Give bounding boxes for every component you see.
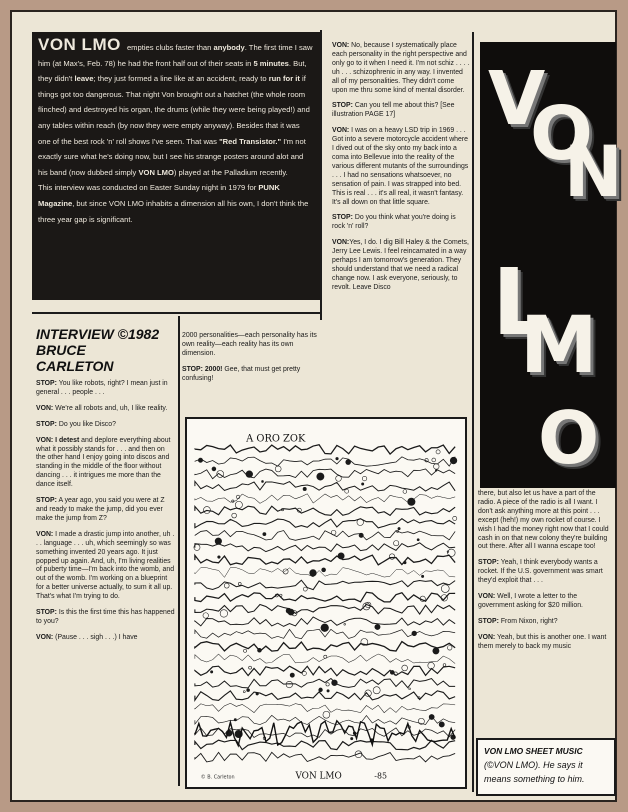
left-column: [36, 380, 176, 800]
scribble-dot: [389, 554, 395, 560]
speaker-label: STOP:: [478, 617, 499, 625]
scribble-line: [195, 506, 455, 515]
paragraph-text: Do you like Disco?: [56, 420, 116, 428]
scribble-dot: [344, 623, 346, 625]
logo-letter: V: [488, 56, 546, 142]
logo-letter: N: [564, 131, 623, 213]
intro-text: empties clubs faster than: [124, 43, 214, 52]
scribble-dot: [421, 575, 423, 577]
illustration-top-label: A ORO ZOK: [246, 433, 306, 445]
scribble-dot: [408, 498, 415, 505]
scribble-line: [195, 555, 455, 565]
speaker-label: STOP:: [332, 102, 353, 110]
scribble-line: [195, 531, 455, 541]
intro-bold: anybody: [213, 43, 245, 52]
right-column-bottom: [478, 490, 612, 734]
scribble-dot: [288, 609, 294, 615]
intro-bold: "Red Transistor.": [219, 136, 282, 146]
paragraph-text: We're all robots and, uh, I like reality.: [53, 404, 168, 412]
intro-box: [32, 32, 320, 300]
scribble-dot: [283, 569, 288, 574]
logo-letter: O: [530, 91, 593, 177]
scribble-dot: [373, 687, 380, 694]
scribble-dot: [303, 487, 306, 490]
paragraph-text: Is this the first time this has happened to you?: [36, 609, 175, 625]
scribble-dot: [324, 655, 327, 658]
illustration-drawing: [187, 419, 465, 787]
interview-paragraph: [36, 609, 176, 627]
interview-paragraph: [36, 531, 176, 602]
scribble-dot: [238, 582, 241, 585]
scribble-dot: [322, 568, 326, 572]
sheet-music-body: (©VON LMO). He says it means something to him.: [484, 760, 585, 784]
paragraph-text: Can you tell me about this? [See illustration PAGE 17]: [332, 102, 455, 119]
scribble-line: [195, 469, 455, 479]
scribble-dot: [453, 516, 457, 520]
interview-paragraph: [332, 239, 470, 292]
scribble-dot: [218, 556, 221, 559]
paragraph-text: (Pause . . . sigh . . .) I have: [53, 633, 138, 641]
middle-column: [182, 332, 318, 416]
scribble-dot: [336, 476, 342, 482]
scribble-line: [195, 642, 455, 652]
scribble-dot: [203, 613, 209, 619]
speaker-label: STOP:: [478, 559, 499, 567]
scribble-dot: [317, 473, 324, 480]
sheet-music-box: [476, 738, 616, 796]
logo-letter: L: [492, 249, 551, 356]
scribble-dot: [256, 693, 259, 696]
intro-text: ; they just formed a line like at an accident, ready to: [93, 74, 269, 84]
speaker-label: VON:: [332, 42, 350, 49]
scribble-dot: [439, 722, 444, 727]
scribble-dot: [428, 662, 435, 669]
divider: [472, 32, 474, 792]
intro-text: . But, they didn't: [38, 58, 307, 84]
intro-bold: 5 minutes: [253, 58, 289, 68]
intro-bold: run for it: [268, 74, 300, 84]
scribble-dot: [447, 645, 452, 650]
scribble-dot: [346, 460, 351, 465]
interview-paragraph: [36, 497, 176, 524]
speaker-label: VON:: [478, 593, 496, 601]
scribble-dot: [198, 458, 202, 462]
scribble-dot: [345, 489, 349, 493]
paragraph-text: You like robots, right? I mean just in general . . . people . . .: [36, 380, 168, 396]
scribble-dot: [212, 467, 216, 471]
scribble-dot: [262, 480, 264, 482]
scribble-dot: [327, 690, 329, 692]
scribble-dot: [375, 624, 380, 629]
scribble-dot: [247, 689, 250, 692]
scribble-dot: [220, 610, 227, 617]
scribble-dot: [210, 671, 212, 673]
paragraph-text: I was on a heavy LSD trip in 1969 . . . Got into a severe motorcycle accident where I dived out of the sky onto my back into a coma into Bellevue into the reality of the various different mutants of the surroundings . . . I had no sensations whatsoever, no sensation of pain. I was strapped into bed. This is real . . . it's all real, it wasn't fantasy. It's all down on that little square.: [332, 127, 469, 206]
scribble-zigzag: [195, 721, 455, 746]
speaker-label: VON:: [36, 530, 54, 538]
interview-paragraph: [36, 421, 176, 430]
speaker-label: VON:: [478, 633, 496, 641]
interview-paragraph: [182, 366, 318, 384]
intro-text: ) played at the Palladium recently.: [173, 167, 288, 177]
speaker-label: STOP:: [332, 214, 353, 222]
scribble-dot: [409, 688, 411, 690]
scribble-line: [195, 691, 455, 701]
scribble-dot: [351, 737, 353, 739]
scribble-dot: [450, 457, 457, 464]
scribble-line: [195, 580, 455, 589]
scribble-dot: [390, 670, 394, 674]
scribble-dot: [394, 540, 399, 545]
interview-paragraph: [332, 102, 470, 120]
scribble-dot: [361, 483, 363, 485]
speaker-label: VON: I detest: [36, 436, 80, 444]
scribble-line: [195, 604, 455, 614]
interview-paragraph: [478, 634, 612, 652]
interview-paragraph: [36, 437, 176, 490]
scribble-dot: [303, 587, 307, 591]
interview-paragraph: [36, 634, 176, 643]
interview-paragraph: [36, 405, 176, 414]
scribble-dot: [435, 470, 437, 472]
scribble-line: [195, 519, 455, 528]
scribble-dot: [403, 490, 407, 494]
scribble-dot: [443, 664, 446, 667]
scribble-line: [195, 457, 455, 466]
scribble-line: [195, 592, 455, 602]
scribble-dot: [275, 466, 281, 472]
scribble-dot: [249, 666, 252, 669]
interview-paragraph: [332, 214, 470, 232]
scribble-dot: [310, 570, 317, 577]
scribble-dot: [434, 464, 440, 470]
interview-paragraph: [478, 618, 612, 627]
paragraph-text: I made a drastic jump into another, uh . . . language . . . uh, which seemingly so was something invented 20 years ago. It just popped up again. And, uh, I'm living realities of puberty time—I'm back into the womb, and out of the womb. I'm working on a blueprint for a better universe actually, to sum it all up. That's what I'm trying to do.: [36, 530, 175, 601]
interview-paragraph: [36, 380, 176, 398]
von-lmo-logo: [480, 42, 623, 488]
paragraph-text: From Nixon, right?: [498, 617, 558, 625]
intro-text: , but since VON LMO inhabits a dimension all his own, I don't think the three year gap is significant.: [38, 198, 309, 224]
paragraph-text: Gee, that must get pretty confusing!: [182, 365, 301, 382]
scribble-dot: [302, 671, 306, 675]
paragraph-text: Yeah, I think everybody wants a rocket. If the U.S. government was smart they'd exploit that . . .: [478, 559, 603, 585]
interview-paragraph: [332, 42, 470, 95]
intro-text: I'm not exactly sure what he's doing now, but I see his strange posters around alot and his band (now dubbed simply: [38, 136, 306, 177]
paragraph-text: No, because I systematically place each personality in the right perspective and only go to it when I need it. I'm not schiz . . . . uh . . . schizophrenic in any way. I invented all of my personalities. They didn't come upon me thru some kind of mental disorder.: [332, 42, 470, 94]
scribble-dot: [417, 539, 419, 541]
sheet-music-title: VON LMO SHEET MUSIC: [484, 746, 583, 756]
scribble-dot: [433, 648, 439, 654]
illustration: [185, 417, 467, 789]
paragraph-text: and deplore everything about what it possibly stands for . . . and then on the other hand I enjoy going into discos and standing in the middle of the floor without dancing . . . it intrigues me more than the dance itself.: [36, 436, 171, 489]
scribble-dot: [338, 553, 344, 559]
scribble-dot: [326, 683, 329, 686]
scribble-dot: [429, 714, 434, 719]
scribble-dot: [436, 450, 440, 454]
speaker-label: STOP:: [36, 497, 57, 505]
speaker-label: VON:: [36, 404, 54, 412]
divider: [178, 316, 180, 786]
paragraph-text: Do you think what you're doing is rock 'n' roll?: [332, 214, 456, 231]
scribble-dot: [402, 665, 408, 671]
scribble-dot: [232, 513, 237, 518]
scribble-dot: [319, 688, 323, 692]
scribble-line: [195, 752, 455, 762]
intro-text: . The first time I saw him (at Max's, Feb. 78) he had the front half out of their seats in: [38, 43, 313, 68]
scribble-dot: [441, 595, 448, 602]
scribble-dot: [448, 549, 455, 556]
intro-bold: VON LMO: [138, 167, 174, 177]
interview-paragraph: [478, 593, 612, 611]
interview-paragraph: [182, 332, 318, 359]
scribble-dot: [280, 594, 282, 596]
scribble-dot: [243, 649, 246, 652]
scribble-dot: [321, 624, 329, 632]
interview-paragraph: [478, 490, 612, 552]
interview-paragraph: [478, 559, 612, 586]
intro-bold: leave: [74, 74, 94, 84]
logo-letter: O: [538, 396, 600, 480]
speaker-label: STOP:: [36, 609, 57, 617]
intro-text: This interview was conducted on Easter Sunday night in 1979 for: [38, 183, 259, 193]
scribble-dot: [336, 457, 339, 460]
intro-title: VON LMO: [38, 35, 121, 54]
scribble-dot: [404, 561, 407, 564]
paragraph-text: Yeah, but this is another one. I want them merely to back my music: [478, 633, 607, 650]
speaker-label: STOP:: [36, 380, 57, 387]
scribble-dot: [412, 631, 417, 636]
scribble-dot: [332, 680, 338, 686]
interview-paragraph: [332, 127, 470, 207]
scribble-dot: [235, 501, 242, 508]
scribble-dot: [331, 530, 336, 535]
scribble-line: [195, 666, 455, 676]
scribble-line: [195, 543, 455, 552]
scribble-dot: [432, 458, 436, 462]
paragraph-text: 2000 personalities—each personality has its own reality—each reality has its own dimension.: [182, 332, 317, 357]
scribble-dot: [234, 719, 236, 721]
scribble-dot: [246, 471, 253, 478]
scribble-dot: [224, 583, 229, 588]
speaker-label: STOP:: [36, 420, 57, 428]
scribble-dot: [362, 476, 367, 481]
divider: [320, 30, 322, 320]
scribble-dot: [286, 681, 293, 688]
paragraph-text: there, but also let us have a part of the radio. A piece of the radio is all I want. I don't ask anything more at this point . . . except (heh!) my own rocket of course. I wish I had the money right now that I could cash in on that new colony they're building out there. After all I wanna escape too!: [478, 490, 609, 551]
scribble-line: [195, 481, 455, 491]
scribble-dot: [215, 538, 222, 545]
paragraph-text: A year ago, you said you were at Z and ready to make the jump, did you ever make the jump from Z?: [36, 497, 165, 522]
logo-letter: M: [520, 301, 598, 391]
right-column-top: [332, 42, 470, 422]
speaker-label: STOP: 2000!: [182, 365, 223, 373]
scribble-dot: [441, 585, 449, 593]
scribble-dot: [357, 519, 364, 526]
speaker-label: VON:: [36, 633, 54, 641]
illustration-number: -85: [374, 771, 387, 781]
illustration-bottom-label: VON LMO: [295, 771, 342, 782]
intro-text: if things got too dangerous. That night Von brought out a hatchet (the whole room flinched) and destroyed his organ, the drums (while they were being played!) and any tables within reach (by now they were empty anyway). Besides that it was one of the best rock 'n' roll shows I've seen. That was: [38, 74, 310, 146]
scribble-dot: [263, 533, 266, 536]
scribble-dot: [398, 527, 400, 529]
scribble-dot: [359, 533, 363, 537]
scribble-line: [195, 445, 455, 454]
scribble-dot: [323, 711, 330, 718]
intro-bold: PUNK Magazine: [38, 183, 280, 208]
scribble-dot: [257, 648, 261, 652]
magazine-page: [10, 10, 623, 802]
divider: [32, 312, 322, 314]
speaker-label: VON:: [332, 127, 350, 135]
paragraph-text: Yes, I do. I dig Bill Haley & the Comets, Jerry Lee Lewis. I feel reincarnated in a way perhaps I am tomorrow's generation. They should understand that we need a radical change now. I ask everyone, seriously, to revolt. Leave Disco: [332, 239, 469, 291]
illustration-signature: © B. Carleton: [200, 774, 235, 781]
scribble-line: [195, 679, 455, 688]
paragraph-text: Well, I wrote a letter to the government asking for $20 million.: [478, 593, 583, 609]
scribble-dot: [243, 691, 245, 693]
interview-credit: INTERVIEW ©1982 BRUCE CARLETON: [36, 326, 160, 374]
scribble-dot: [290, 673, 294, 677]
speaker-label: VON:: [332, 239, 350, 247]
